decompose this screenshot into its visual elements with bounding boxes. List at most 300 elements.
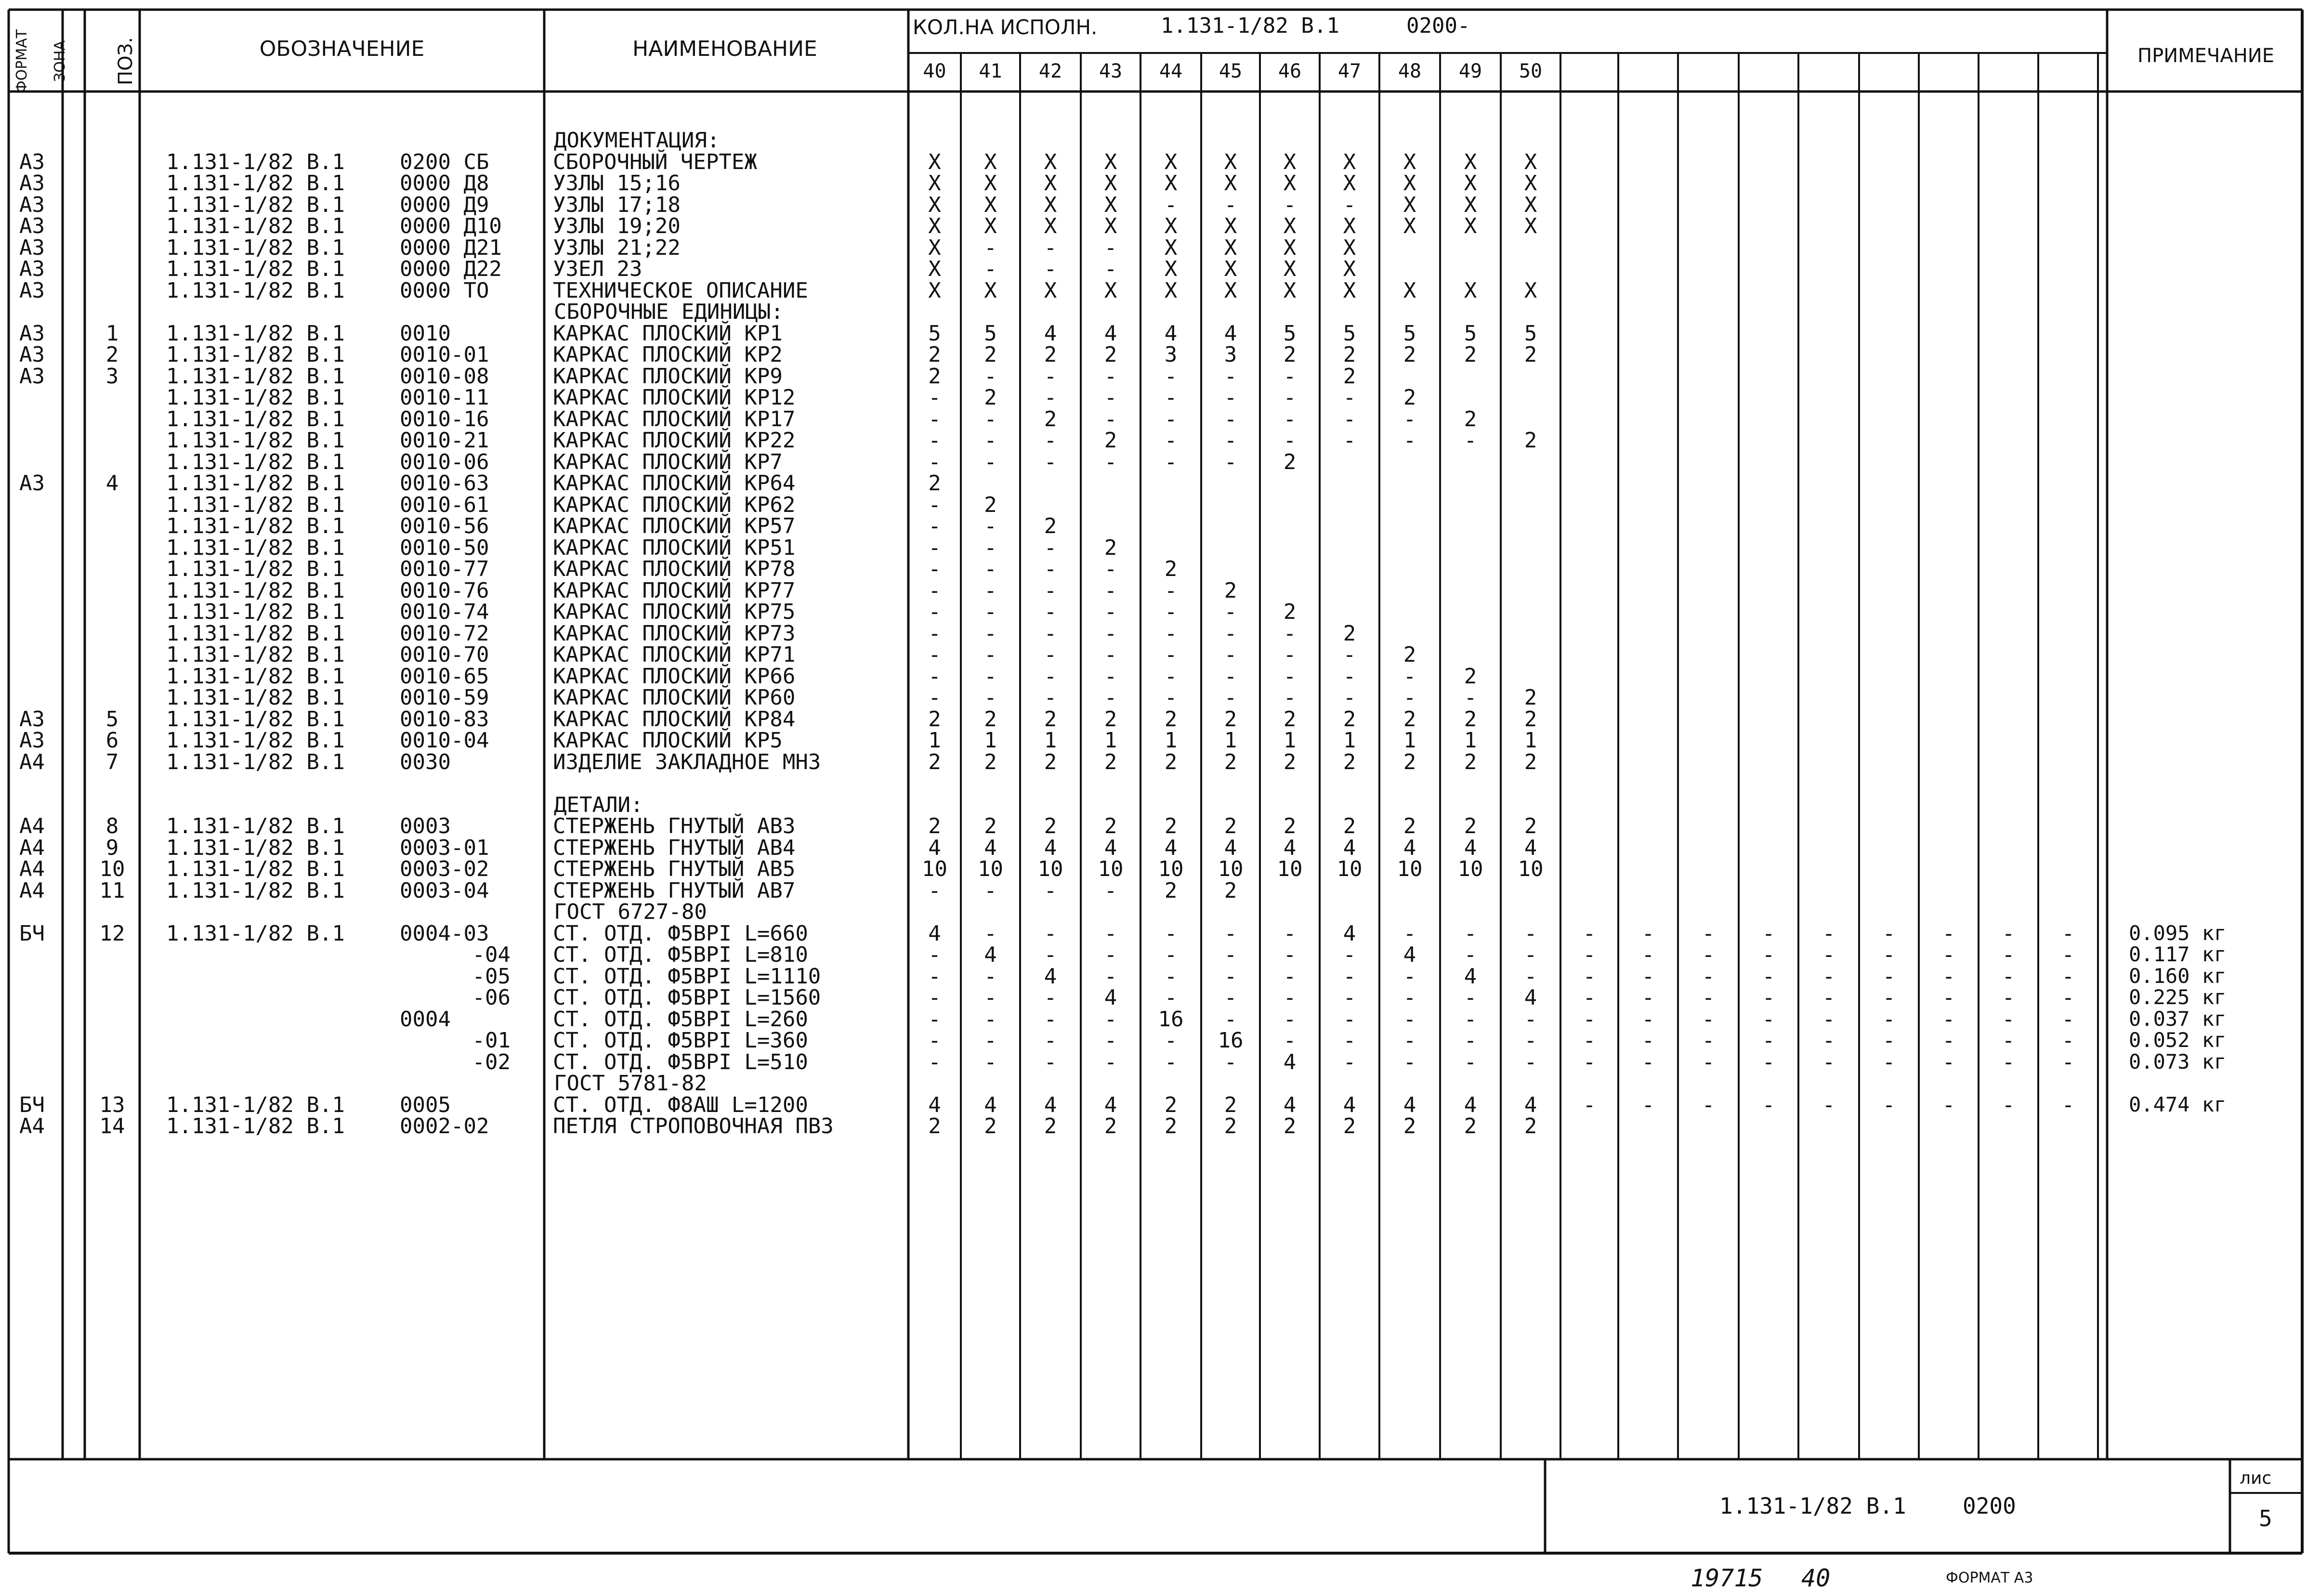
row-designation: 1.131-1/82 В.1	[166, 471, 345, 496]
qty-cell: -	[1044, 428, 1057, 453]
header-format: ФОРМАТ	[13, 29, 30, 93]
row-name: СТЕРЖЕНЬ ГНУТЫЙ АВ3	[553, 814, 796, 838]
qty-cell: 4	[1403, 942, 1416, 967]
qty-cell: -	[928, 1028, 941, 1053]
row-code: 0000 Д9	[400, 192, 489, 217]
qty-cell: 2	[1283, 342, 1297, 367]
row-note: 0.225 кг	[2129, 985, 2227, 1009]
qty-cell: X	[1224, 278, 1237, 303]
qty-cell: -	[1343, 1007, 1356, 1032]
qty-cell: 4	[1044, 321, 1057, 346]
qty-cell: -	[928, 578, 941, 603]
qty-cell: 5	[1524, 321, 1537, 346]
extra-dash: -	[1822, 964, 1835, 989]
row-code: 0000 Д8	[400, 171, 489, 196]
row-code: 0004	[400, 1007, 451, 1032]
qty-cell: 16	[1158, 1007, 1184, 1032]
variant-header: 44	[1159, 60, 1183, 82]
extra-dash: -	[1882, 964, 1896, 989]
variant-header: 48	[1398, 60, 1422, 82]
extra-dash: -	[1942, 1028, 1955, 1053]
qty-cell: 2	[1524, 342, 1537, 367]
row-name: УЗЛЫ 21;22	[553, 235, 681, 260]
qty-cell: -	[1403, 685, 1416, 710]
qty-cell: -	[928, 878, 941, 903]
qty-cell: 4	[1343, 835, 1356, 860]
qty-cell: 2	[1283, 600, 1297, 624]
qty-cell: 4	[928, 1092, 941, 1117]
header-zone: ЗОНА	[52, 40, 68, 82]
qty-cell: 2	[1524, 706, 1537, 732]
row-position: 6	[105, 728, 119, 753]
qty-cell: 2	[928, 364, 941, 389]
qty-cell: -	[1104, 621, 1117, 646]
row-designation: 1.131-1/82 В.1	[166, 149, 345, 174]
variant-header: 45	[1219, 60, 1243, 82]
qty-cell: 1	[1044, 728, 1057, 753]
sheet-label: лис	[2240, 1468, 2272, 1488]
extra-dash: -	[1583, 942, 1596, 967]
qty-cell: 16	[1218, 1028, 1244, 1053]
qty-cell: X	[1164, 278, 1178, 303]
extra-dash: -	[1762, 942, 1775, 967]
qty-cell: X	[1044, 214, 1057, 238]
qty-cell: -	[928, 449, 941, 474]
row-name: КАРКАС ПЛОСКИЙ КР66	[553, 664, 796, 689]
row-name: СТ. ОТД. Ф5ВРI L=660	[553, 921, 808, 946]
qty-cell: 2	[984, 1114, 997, 1138]
extra-dash: -	[1702, 1092, 1715, 1117]
row-name: УЗЛЫ 15;16	[553, 171, 681, 196]
qty-cell: 4	[1524, 1092, 1537, 1117]
inventory-number: 19715	[1691, 1564, 1763, 1592]
qty-cell: -	[1464, 921, 1477, 946]
header-qty-caption: КОЛ.НА ИСПОЛН.	[913, 15, 1098, 39]
qty-cell: 1	[1403, 728, 1416, 753]
qty-cell: X	[1283, 257, 1297, 281]
row-code: 0003	[400, 814, 451, 838]
qty-cell: X	[1464, 149, 1477, 174]
qty-cell: X	[1224, 214, 1237, 238]
extra-dash: -	[1942, 1007, 1955, 1032]
qty-cell: -	[928, 557, 941, 581]
qty-cell: 1	[1164, 728, 1178, 753]
qty-cell: X	[1403, 192, 1416, 217]
row-code: 0010	[400, 321, 451, 346]
qty-cell: -	[984, 664, 997, 689]
qty-cell: -	[1044, 1049, 1057, 1074]
qty-cell: -	[1044, 535, 1057, 560]
qty-cell: -	[984, 557, 997, 581]
row-designation: 1.131-1/82 В.1	[166, 706, 345, 732]
qty-cell: 1	[1524, 728, 1537, 753]
qty-cell: -	[984, 1028, 997, 1053]
qty-cell: X	[1403, 214, 1416, 238]
row-code: -04	[472, 942, 511, 967]
row-format: А4	[19, 1114, 45, 1138]
qty-cell: 10	[1098, 857, 1124, 881]
extra-dash: -	[1882, 921, 1896, 946]
qty-cell: 2	[1224, 749, 1237, 774]
row-designation: 1.131-1/82 В.1	[166, 814, 345, 838]
extra-dash: -	[1641, 1028, 1655, 1053]
qty-cell: -	[1464, 1049, 1477, 1074]
qty-cell: X	[984, 171, 997, 196]
qty-cell: -	[1464, 1007, 1477, 1032]
row-name: КАРКАС ПЛОСКИЙ КР2	[553, 342, 783, 367]
qty-cell: X	[1524, 149, 1537, 174]
row-name: КАРКАС ПЛОСКИЙ КР5	[553, 728, 783, 753]
qty-cell: X	[928, 235, 941, 260]
row-code: 0004-03	[400, 921, 489, 946]
row-name: СБОРОЧНЫЙ ЧЕРТЕЖ	[553, 149, 757, 174]
qty-cell: 2	[1224, 1092, 1237, 1117]
qty-cell: X	[1343, 171, 1356, 196]
qty-cell: 2	[1164, 749, 1178, 774]
row-name: УЗЛЫ 19;20	[553, 214, 681, 238]
qty-cell: -	[1403, 964, 1416, 989]
extra-dash: -	[1641, 921, 1655, 946]
qty-cell: 3	[1164, 342, 1178, 367]
qty-cell: 4	[1464, 835, 1477, 860]
row-designation: 1.131-1/82 В.1	[166, 321, 345, 346]
qty-cell: X	[984, 149, 997, 174]
row-designation: 1.131-1/82 В.1	[166, 749, 345, 774]
row-designation: 1.131-1/82 В.1	[166, 685, 345, 710]
qty-cell: X	[1044, 192, 1057, 217]
qty-cell: 1	[1104, 728, 1117, 753]
qty-cell: 4	[1283, 1092, 1297, 1117]
qty-cell: -	[1464, 985, 1477, 1010]
qty-cell: -	[1464, 685, 1477, 710]
row-name: СТ. ОТД. Ф5ВРI L=510	[553, 1049, 808, 1074]
extra-dash: -	[1762, 1028, 1775, 1053]
extra-dash: -	[1702, 964, 1715, 989]
row-name: КАРКАС ПЛОСКИЙ КР77	[553, 578, 796, 603]
qty-cell: -	[1104, 257, 1117, 281]
qty-cell: 2	[1343, 621, 1356, 646]
qty-cell: 10	[1518, 857, 1544, 881]
qty-cell: 2	[1403, 1114, 1416, 1138]
row-name: КАРКАС ПЛОСКИЙ КР12	[553, 385, 796, 410]
extra-dash: -	[1882, 1007, 1896, 1032]
row-designation: 1.131-1/82 В.1	[166, 449, 345, 474]
qty-cell: X	[1044, 278, 1057, 303]
qty-cell: -	[928, 985, 941, 1010]
row-designation: 1.131-1/82 В.1	[166, 1114, 345, 1138]
qty-cell: -	[1044, 385, 1057, 410]
row-code: -05	[472, 964, 511, 989]
row-code: 0010-83	[400, 706, 489, 732]
qty-cell: 1	[928, 728, 941, 753]
row-code: 0010-61	[400, 492, 489, 517]
qty-cell: 2	[928, 749, 941, 774]
section-heading: СБОРОЧНЫЕ ЕДИНИЦЫ:	[554, 300, 784, 324]
qty-cell: 4	[1403, 835, 1416, 860]
row-code: -06	[472, 985, 511, 1010]
row-designation: 1.131-1/82 В.1	[166, 514, 345, 538]
qty-cell: X	[1343, 214, 1356, 238]
qty-cell: -	[1164, 664, 1178, 689]
qty-cell: X	[1343, 278, 1356, 303]
qty-cell: -	[1104, 449, 1117, 474]
qty-cell: X	[1164, 149, 1178, 174]
row-format: А3	[19, 149, 45, 174]
qty-cell: -	[1044, 364, 1057, 389]
row-format: А3	[19, 364, 45, 389]
qty-cell: -	[1283, 428, 1297, 453]
qty-cell: 4	[1403, 1092, 1416, 1117]
row-code: 0010-01	[400, 342, 489, 367]
section-heading: ДЕТАЛИ:	[554, 792, 643, 817]
extra-dash: -	[2002, 1028, 2015, 1053]
row-code: 0010-08	[400, 364, 489, 389]
row-name: КАРКАС ПЛОСКИЙ КР57	[553, 514, 796, 538]
qty-cell: 2	[984, 814, 997, 838]
qty-cell: -	[984, 600, 997, 624]
row-format: А4	[19, 835, 45, 860]
row-name: КАРКАС ПЛОСКИЙ КР78	[553, 557, 796, 581]
row-position: 14	[99, 1114, 125, 1138]
qty-cell: -	[1044, 685, 1057, 710]
row-code: 0010-59	[400, 685, 489, 710]
qty-cell: 4	[928, 921, 941, 946]
qty-cell: 10	[1337, 857, 1363, 881]
section-heading: ГОСТ 6727-80	[554, 900, 707, 924]
row-name: УЗЛЫ 17;18	[553, 192, 681, 217]
extra-dash: -	[1641, 1092, 1655, 1117]
qty-cell: -	[1044, 449, 1057, 474]
qty-cell: -	[928, 1007, 941, 1032]
row-code: 0200 СБ	[400, 149, 489, 174]
qty-cell: X	[1044, 149, 1057, 174]
header-base-code: 0200-	[1406, 13, 1470, 38]
qty-cell: -	[928, 1049, 941, 1074]
row-code: 0010-77	[400, 557, 489, 581]
qty-cell: 4	[1464, 964, 1477, 989]
extra-dash: -	[1641, 985, 1655, 1010]
qty-cell: -	[1403, 428, 1416, 453]
row-code: 0000 Д22	[400, 257, 502, 281]
header-name: НАИМЕНОВАНИЕ	[632, 37, 817, 61]
qty-cell: -	[1164, 578, 1178, 603]
row-name: КАРКАС ПЛОСКИЙ КР9	[553, 364, 783, 389]
header-note: ПРИМЕЧАНИЕ	[2137, 45, 2274, 67]
qty-cell: -	[1164, 921, 1178, 946]
qty-cell: 2	[1403, 814, 1416, 838]
qty-cell: X	[1283, 149, 1297, 174]
extra-dash: -	[1822, 1092, 1835, 1117]
row-position: 10	[99, 857, 125, 881]
extra-dash: -	[1942, 921, 1955, 946]
row-designation: 1.131-1/82 В.1	[166, 492, 345, 517]
qty-cell: -	[1164, 192, 1178, 217]
row-code: 0010-16	[400, 406, 489, 432]
qty-cell: -	[1164, 942, 1178, 967]
qty-cell: X	[928, 192, 941, 217]
qty-cell: -	[928, 642, 941, 667]
extra-dash: -	[1702, 942, 1715, 967]
qty-cell: -	[1343, 1028, 1356, 1053]
qty-cell: -	[984, 364, 997, 389]
row-code: 0030	[400, 749, 451, 774]
row-format: А4	[19, 857, 45, 881]
extra-dash: -	[1882, 942, 1896, 967]
row-designation: 1.131-1/82 В.1	[166, 557, 345, 581]
row-format: А3	[19, 342, 45, 367]
qty-cell: 5	[1343, 321, 1356, 346]
variant-header: 42	[1038, 60, 1062, 82]
qty-cell: -	[928, 514, 941, 538]
qty-cell: 2	[1464, 342, 1477, 367]
qty-cell: -	[984, 578, 997, 603]
row-code: 0010-74	[400, 600, 489, 624]
qty-cell: -	[984, 406, 997, 432]
qty-cell: -	[1104, 964, 1117, 989]
qty-cell: 2	[928, 471, 941, 496]
row-name: КАРКАС ПЛОСКИЙ КР60	[553, 685, 796, 710]
extra-dash: -	[1762, 1007, 1775, 1032]
extra-dash: -	[1702, 985, 1715, 1010]
qty-cell: 2	[1044, 514, 1057, 538]
qty-cell: -	[1164, 1028, 1178, 1053]
qty-cell: 4	[1164, 321, 1178, 346]
qty-cell: X	[1164, 235, 1178, 260]
row-designation: 1.131-1/82 В.1	[166, 878, 345, 903]
qty-cell: -	[1464, 1028, 1477, 1053]
row-format: А4	[19, 814, 45, 838]
qty-cell: X	[1464, 171, 1477, 196]
qty-cell: X	[1224, 171, 1237, 196]
row-code: 0010-21	[400, 428, 489, 453]
row-name: КАРКАС ПЛОСКИЙ КР64	[553, 471, 796, 496]
row-designation: 1.131-1/82 В.1	[166, 621, 345, 646]
extra-dash: -	[2002, 1049, 2015, 1074]
extra-dash: -	[1583, 964, 1596, 989]
qty-cell: -	[1104, 385, 1117, 410]
row-name: КАРКАС ПЛОСКИЙ КР7	[553, 449, 783, 474]
qty-cell: -	[1224, 964, 1237, 989]
qty-cell: X	[1403, 171, 1416, 196]
qty-cell: -	[984, 535, 997, 560]
extra-dash: -	[1583, 1028, 1596, 1053]
row-format: А3	[19, 728, 45, 753]
qty-cell: X	[928, 149, 941, 174]
row-position: 4	[105, 471, 119, 496]
qty-cell: -	[1044, 878, 1057, 903]
row-name: СТ. ОТД. Ф8АШ L=1200	[553, 1092, 808, 1117]
qty-cell: -	[1044, 578, 1057, 603]
qty-cell: -	[1224, 385, 1237, 410]
qty-cell: -	[1464, 942, 1477, 967]
qty-cell: -	[1104, 1049, 1117, 1074]
extra-dash: -	[1583, 1049, 1596, 1074]
variant-header: 50	[1519, 60, 1543, 82]
qty-cell: 2	[1164, 557, 1178, 581]
qty-cell: -	[1524, 921, 1537, 946]
qty-cell: -	[1403, 664, 1416, 689]
qty-cell: 2	[1044, 814, 1057, 838]
extra-dash: -	[2061, 1092, 2075, 1117]
qty-cell: -	[1403, 985, 1416, 1010]
qty-cell: -	[1524, 1049, 1537, 1074]
qty-cell: -	[1343, 985, 1356, 1010]
row-code: -01	[472, 1028, 511, 1053]
row-designation: 1.131-1/82 В.1	[166, 171, 345, 196]
row-name: КАРКАС ПЛОСКИЙ КР51	[553, 535, 796, 560]
qty-cell: -	[928, 621, 941, 646]
qty-cell: 2	[1464, 406, 1477, 432]
qty-cell: 2	[928, 342, 941, 367]
qty-cell: X	[1044, 171, 1057, 196]
qty-cell: -	[984, 1007, 997, 1032]
qty-cell: 2	[1403, 342, 1416, 367]
header-designation: ОБОЗНАЧЕНИЕ	[259, 37, 425, 61]
row-format: А3	[19, 706, 45, 732]
qty-cell: X	[1164, 171, 1178, 196]
qty-cell: X	[1224, 149, 1237, 174]
qty-cell: X	[1464, 214, 1477, 238]
qty-cell: 5	[1403, 321, 1416, 346]
qty-cell: -	[1464, 428, 1477, 453]
row-name: КАРКАС ПЛОСКИЙ КР62	[553, 492, 796, 517]
row-designation: 1.131-1/82 В.1	[166, 192, 345, 217]
row-note: 0.160 кг	[2129, 964, 2227, 988]
row-note: 0.073 кг	[2129, 1049, 2227, 1073]
qty-cell: 10	[922, 857, 947, 881]
format-label: ФОРМАТ А3	[1946, 1570, 2033, 1586]
qty-cell: -	[1104, 1007, 1117, 1032]
qty-cell: X	[1524, 214, 1537, 238]
qty-cell: 2	[984, 385, 997, 410]
extra-dash: -	[1702, 1007, 1715, 1032]
row-designation: 1.131-1/82 В.1	[166, 578, 345, 603]
qty-cell: -	[928, 664, 941, 689]
qty-cell: -	[1224, 621, 1237, 646]
row-name: КАРКАС ПЛОСКИЙ КР22	[553, 428, 796, 453]
qty-cell: -	[1224, 642, 1237, 667]
qty-cell: -	[1524, 964, 1537, 989]
qty-cell: 4	[1224, 321, 1237, 346]
qty-cell: 2	[1524, 428, 1537, 453]
qty-cell: 2	[1283, 449, 1297, 474]
extra-dash: -	[1702, 1049, 1715, 1074]
qty-cell: -	[984, 514, 997, 538]
qty-cell: 10	[1158, 857, 1184, 881]
qty-cell: -	[1283, 964, 1297, 989]
row-name: СТ. ОТД. Ф5ВРI L=1110	[553, 964, 821, 989]
qty-cell: X	[1104, 192, 1117, 217]
qty-cell: -	[984, 621, 997, 646]
extra-dash: -	[1822, 1007, 1835, 1032]
extra-dash: -	[1583, 1092, 1596, 1117]
qty-cell: 4	[1283, 835, 1297, 860]
qty-cell: -	[1224, 600, 1237, 624]
row-name: КАРКАС ПЛОСКИЙ КР17	[553, 406, 796, 432]
header-pos: ПОЗ.	[115, 37, 137, 85]
qty-cell: -	[1343, 964, 1356, 989]
variant-header: 47	[1337, 60, 1362, 82]
qty-cell: -	[1044, 985, 1057, 1010]
qty-cell: -	[984, 449, 997, 474]
qty-cell: 2	[1164, 1114, 1178, 1138]
row-code: 0000 ТО	[400, 278, 489, 303]
qty-cell: -	[1044, 600, 1057, 624]
qty-cell: -	[1164, 385, 1178, 410]
qty-cell: X	[1283, 278, 1297, 303]
qty-cell: 2	[1164, 814, 1178, 838]
qty-cell: -	[1524, 1007, 1537, 1032]
